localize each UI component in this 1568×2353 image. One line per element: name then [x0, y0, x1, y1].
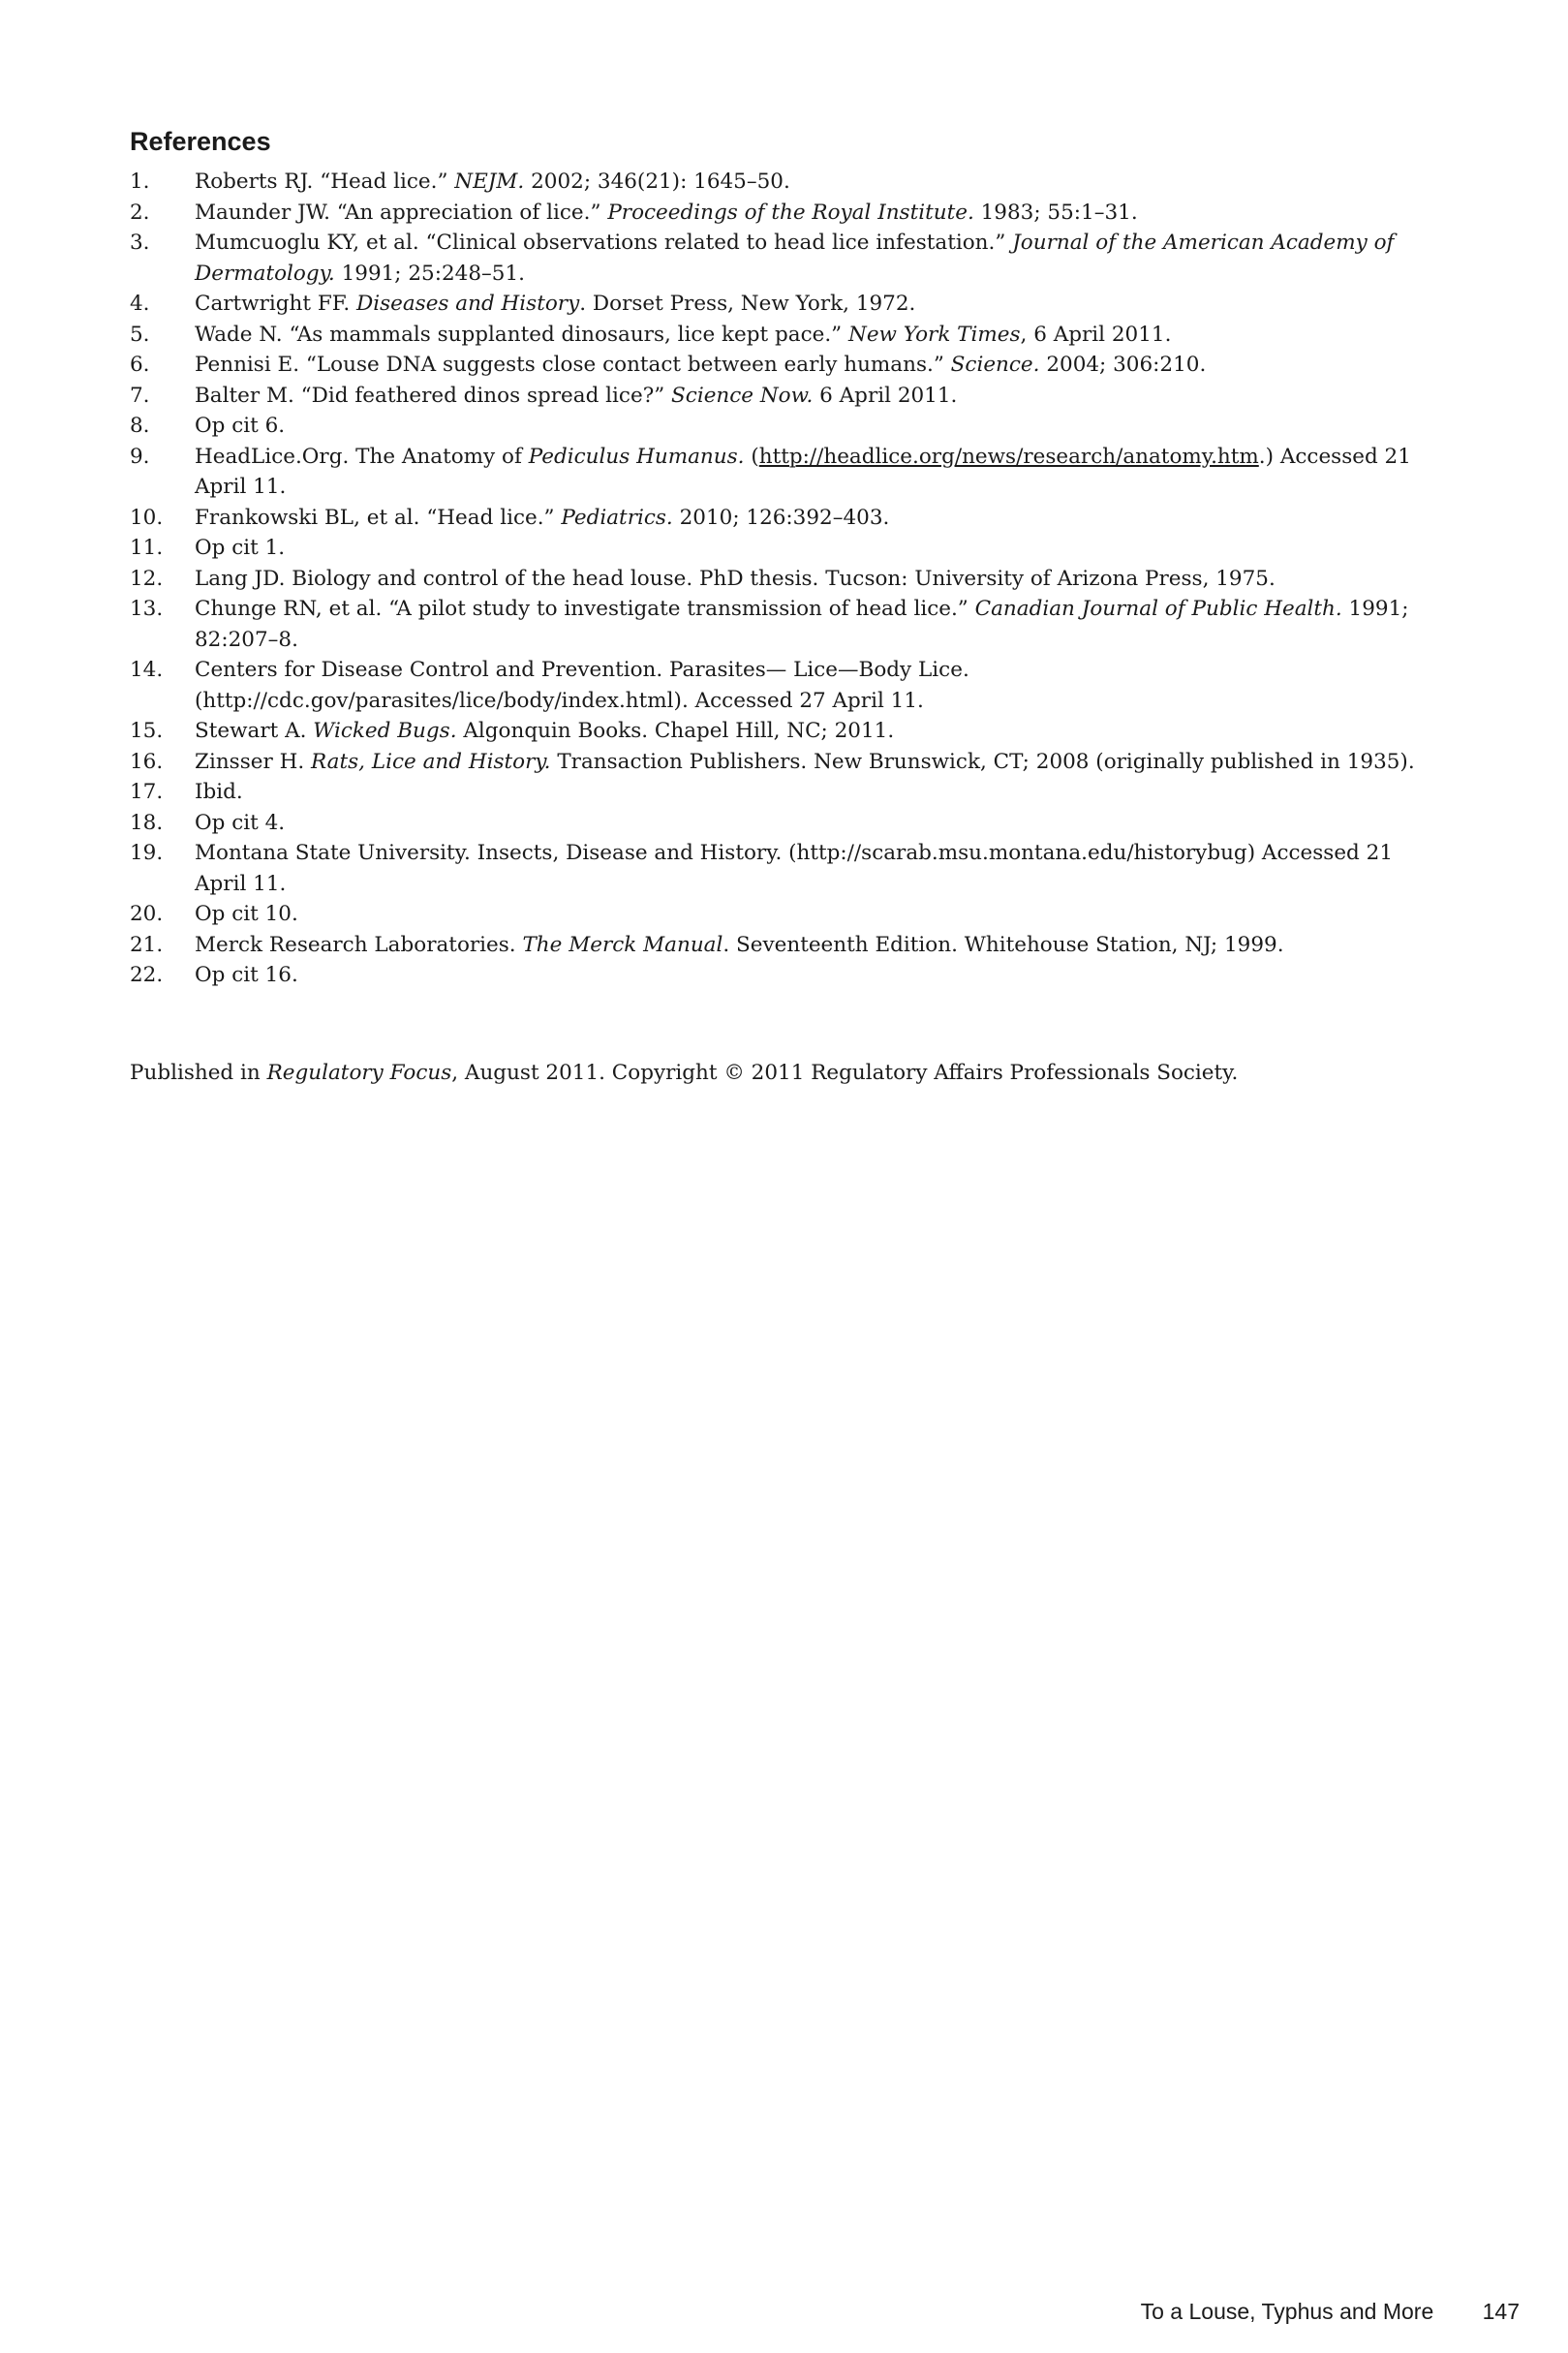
reference-text-segment: Maunder JW. “An appreciation of lice.” — [195, 200, 608, 225]
reference-text — [195, 323, 1171, 347]
reference-number: 16. — [130, 749, 164, 774]
reference-item — [130, 411, 1447, 442]
reference-text-segment: 1983; 55:1–31. — [973, 200, 1138, 225]
references-heading: References — [130, 127, 271, 156]
reference-text — [195, 963, 298, 987]
reference-text-segment: 6 April 2011. — [813, 383, 958, 408]
reference-italic-title: Proceedings of the Royal Institute. — [607, 200, 974, 225]
reference-number: 6. — [130, 353, 150, 377]
reference-text-segment: Algonquin Books. Chapel Hill, NC; 2011. — [456, 719, 895, 743]
reference-number: 3. — [130, 231, 150, 255]
reference-item — [130, 533, 1447, 564]
reference-number: 14. — [130, 658, 164, 682]
reference-item — [130, 564, 1447, 595]
reference-number: 20. — [130, 902, 164, 926]
reference-italic-title: Diseases and History — [355, 292, 580, 316]
reference-text-segment: HeadLice.Org. The Anatomy of — [195, 444, 529, 469]
page-footer — [1141, 2296, 1520, 2327]
reference-text — [195, 536, 285, 560]
reference-number: 11. — [130, 536, 164, 560]
reference-italic-title: Canadian Journal of Public Health. — [974, 597, 1342, 621]
reference-text — [195, 841, 1393, 896]
reference-text-segment: Mumcuoglu KY, et al. “Clinical observations related to head lice infestation.” — [195, 231, 1013, 255]
reference-number: 17. — [130, 780, 164, 804]
reference-text-segment: Lang JD. Biology and control of the head louse. PhD thesis. Tucson: University of Arizona Press, 1975. — [195, 566, 1276, 591]
reference-text-segment: Op cit 1. — [195, 536, 286, 560]
reference-number: 22. — [130, 963, 164, 987]
reference-item — [130, 228, 1447, 289]
reference-text-segment: Merck Research Laboratories. — [195, 932, 523, 957]
reference-text-segment: Transaction Publishers. New Brunswick, CT; 2008 (originally published in 1935). — [550, 749, 1415, 774]
reference-text-segment: Wade N. “As mammals supplanted dinosaurs, lice kept pace.” — [195, 322, 848, 347]
reference-number: 5. — [130, 322, 150, 347]
reference-number: 10. — [130, 505, 164, 530]
reference-number: 8. — [130, 414, 150, 438]
reference-text-segment: Cartwright FF. — [195, 292, 356, 316]
reference-item — [130, 320, 1447, 351]
reference-item — [130, 289, 1447, 320]
reference-text — [195, 933, 1284, 957]
reference-text — [195, 414, 285, 438]
reference-item — [130, 442, 1447, 503]
reference-text — [195, 780, 243, 804]
reference-number: 19. — [130, 841, 164, 865]
reference-text — [195, 567, 1276, 591]
reference-italic-title: Rats, Lice and History. — [310, 749, 551, 774]
reference-item — [130, 899, 1447, 930]
reference-item — [130, 594, 1447, 655]
reference-number: 21. — [130, 932, 164, 957]
running-title: To a Louse, Typhus and More — [1140, 2299, 1434, 2324]
reference-text — [195, 201, 1138, 225]
reference-text-segment: Roberts RJ. “Head lice.” — [195, 170, 455, 194]
reference-text — [195, 445, 1411, 500]
reference-italic-title: Journal of the American Academy of Dermatology. — [195, 231, 1395, 286]
reference-text — [195, 597, 1409, 652]
reference-item — [130, 503, 1447, 534]
reference-text-segment: Centers for Disease Control and Prevention. Parasites— Lice—Body Lice. (http://cdc.gov/parasites/lice/body/index.html). Accessed 27 April 11. — [195, 658, 969, 713]
reference-text-segment: 2004; 306:210. — [1039, 353, 1207, 377]
reference-number: 4. — [130, 292, 150, 316]
reference-text-segment: ( — [744, 444, 759, 469]
publication-journal: Regulatory Focus — [266, 1061, 452, 1085]
reference-italic-title: Science Now. — [671, 383, 814, 408]
reference-item — [130, 655, 1447, 716]
reference-text — [195, 719, 894, 743]
reference-italic-title: Science. — [950, 353, 1040, 377]
reference-text-segment: Op cit 4. — [195, 810, 286, 835]
page-number: 147 — [1482, 2299, 1520, 2324]
references-list — [130, 167, 1447, 991]
reference-number: 7. — [130, 383, 150, 408]
reference-number: 1. — [130, 170, 150, 194]
reference-text-segment: Frankowski BL, et al. “Head lice.” — [195, 505, 562, 530]
reference-item — [130, 960, 1447, 991]
publication-note — [130, 1058, 1447, 1089]
reference-number: 12. — [130, 566, 164, 591]
reference-italic-title: New York Times — [848, 322, 1021, 347]
reference-text-segment: Op cit 16. — [195, 963, 298, 987]
publication-suffix: , August 2011. Copyright © 2011 Regulatory Affairs Professionals Society. — [451, 1061, 1239, 1085]
reference-italic-title: NEJM. — [454, 170, 525, 194]
reference-number: 15. — [130, 719, 164, 743]
reference-text-segment: Balter M. “Did feathered dinos spread lice?” — [195, 383, 672, 408]
reference-text-segment: . Dorset Press, New York, 1972. — [579, 292, 916, 316]
reference-link[interactable]: http://headlice.org/news/research/anatomy.htm — [758, 444, 1259, 469]
reference-text — [195, 750, 1415, 774]
reference-text-segment: .) Accessed 21 April 11. — [195, 444, 1411, 499]
reference-text — [195, 170, 790, 194]
reference-text-segment: Stewart A. — [195, 719, 314, 743]
reference-text-segment: Op cit 6. — [195, 414, 286, 438]
reference-text-segment: 1991; 82:207–8. — [195, 597, 1409, 652]
reference-text — [195, 811, 285, 835]
reference-text — [195, 292, 915, 316]
reference-text-segment: Chunge RN, et al. “A pilot study to investigate transmission of head lice.” — [195, 597, 975, 621]
reference-item — [130, 350, 1447, 381]
reference-item — [130, 838, 1447, 899]
reference-number: 2. — [130, 200, 150, 225]
reference-text-segment: 2010; 126:392–403. — [672, 505, 890, 530]
publication-prefix: Published in — [130, 1061, 267, 1085]
reference-italic-title: Pediculus Humanus. — [528, 444, 745, 469]
reference-text — [195, 384, 957, 408]
reference-item — [130, 198, 1447, 229]
reference-text-segment: Op cit 10. — [195, 902, 298, 926]
reference-text — [195, 231, 1395, 286]
reference-item — [130, 381, 1447, 412]
reference-item — [130, 167, 1447, 198]
reference-text-segment: Pennisi E. “Louse DNA suggests close contact between early humans.” — [195, 353, 951, 377]
reference-number: 18. — [130, 810, 164, 835]
reference-item — [130, 747, 1447, 778]
reference-item — [130, 716, 1447, 747]
reference-italic-title: Pediatrics. — [561, 505, 673, 530]
reference-item — [130, 777, 1447, 808]
reference-text — [195, 506, 889, 530]
reference-text-segment: Montana State University. Insects, Disease and History. (http://scarab.msu.montana.edu/historybug) Accessed 21 April 11. — [195, 841, 1393, 896]
reference-number: 13. — [130, 597, 164, 621]
reference-text — [195, 353, 1206, 377]
reference-text — [195, 902, 298, 926]
reference-item — [130, 808, 1447, 839]
reference-text-segment: 2002; 346(21): 1645–50. — [524, 170, 790, 194]
reference-text-segment: Zinsser H. — [195, 749, 311, 774]
reference-text-segment: Ibid. — [195, 780, 243, 804]
reference-italic-title: The Merck Manual — [522, 932, 723, 957]
reference-number: 9. — [130, 444, 150, 469]
reference-italic-title: Wicked Bugs. — [313, 719, 457, 743]
reference-text-segment: . Seventeenth Edition. Whitehouse Station, NJ; 1999. — [723, 932, 1284, 957]
reference-text-segment: 1991; 25:248–51. — [334, 261, 525, 286]
reference-item — [130, 930, 1447, 961]
reference-text-segment: , 6 April 2011. — [1020, 322, 1172, 347]
reference-text — [195, 658, 969, 713]
